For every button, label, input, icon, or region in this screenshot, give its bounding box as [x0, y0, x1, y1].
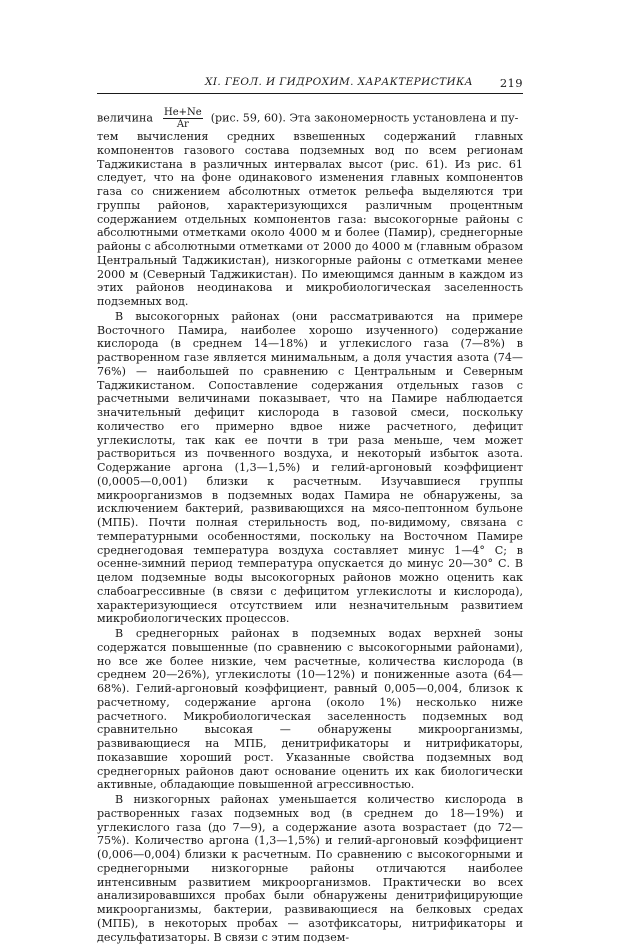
paragraph-1: тем вычисления средних взвешенных содержаний главных компонентов газового состава подземных вод по всем регионам Таджикистана в различных интервалах высот (рис. 61). Из рис. 61 следует, что на фоне одинакового изменения главных компонентов газа со снижением абсолютных отметок рельефа выделяются три группы районов, характеризующихся различным процентным содержанием отдельных компонентов газа: высокогорные районы с абсолютными отметками около 4000 м и более (Памир), среднегорные районы с абсолютными отметками от 2000 до 4000 м (главным образом Центральный Таджикистан), низкогорные районы с отметками менее 2000 м (Северный Таджикистан). По имеющимся данным в каждом из этих районов неодинакова и микробиологическая заселенность подземных вод.: [97, 130, 523, 308]
chapter-title: XI. ГЕОЛ. И ГИДРОХИМ. ХАРАКТЕРИСТИКА: [205, 76, 473, 88]
paragraph-2: В высокогорных районах (они рассматриваются на примере Восточного Памира, наиболее хорошо изученного) содержание кислорода (в среднем 14—18%) и углекислого газа (7—8%) в растворенном газе является минимальным, а доля участия азота (74—76%) — наибольшей по сравнению с Центральным и Северным Таджикистаном. Сопоставление содержания отдельных газов с расчетными величинами показывает, что на Памире наблюдается значительный дефицит кислорода в газовой смеси, поскольку количество его примерно вдвое ниже расчетного, дефицит углекислоты, так как ее почти в три раза меньше, чем может раствориться из почвенного воздуха, и некоторый избыток азота. Содержание аргона (1,3—1,5%) и гелий-аргоновый коэффициент (0,0005—0,001) близки к расчетным. Изучавшиеся группы микроорганизмов в подземных водах Памира не обнаружены, за исключением бактерий, развивающихся на мясо-пептонном бульоне (МПБ). Почти полная стерильность вод, по-видимому, связана с температурными особенностями, поскольку на Восточном Памире среднегодовая температура воздуха составляет минус 1—4° С; в осенне-зимний период температура опускается до минус 20—30° С. В целом подземные воды высокогорных районов можно оценить как слабоагрессивные (в связи с дефицитом углекислоты и кислорода), характеризующиеся отсутствием или незначительным развитием микробиологических процессов.: [97, 309, 523, 626]
paragraph-4: В низкогорных районах уменьшается количество кислорода в растворенных газах подземных вод (в среднем до 18—19%) и углекислого газа (до 7—9), а содержание азота возрастает (до 72—75%). Количество аргона (1,3—1,5%) и гелий-аргоновый коэффициент (0,006—0,004) близки к расчетным. По сравнению с высокогорными и среднегорными низкогорные районы отличаются наиболее интенсивным развитием микроорганизмов. Практически во всех анализировавшихся пробах были обнаружены денитрифицирующие микроорганизмы, бактерии, развивающиеся на белковых средах (МПБ), в некоторых пробах — азотфиксаторы, нитрификаторы и десульфатизаторы. В связи с этим подзем-: [97, 793, 523, 944]
fraction-numerator: He+Ne: [164, 107, 202, 118]
running-head: [97, 76, 523, 94]
ratio-fraction: [163, 107, 203, 130]
page-number: 219: [499, 76, 523, 90]
body-text: [97, 107, 523, 944]
fraction-denominator: Ar: [176, 119, 189, 130]
header-rule: [97, 93, 523, 94]
formula-suffix: (рис. 59, 60). Эта закономерность установлена и пу-: [210, 111, 519, 125]
formula-prefix: величина: [97, 111, 153, 125]
formula-line: [97, 107, 523, 130]
paragraph-3: В среднегорных районах в подземных водах верхней зоны содержатся повышенные (по сравнению с высокогорными районами), но все же более низкие, чем расчетные, количества кислорода (в среднем 20—26%), углекислоты (10—12%) и пониженные азота (64—68%). Гелий-аргоновый коэффициент, равный 0,005—0,004, близок к расчетному, содержание аргона (около 1%) несколько ниже расчетного. Микробиологическая заселенность подземных вод сравнительно высокая — обнаружены микроорганизмы, развивающиеся на МПБ, денитрификаторы и нитрификаторы, показавшие хороший рост. Указанные свойства подземных вод среднегорных районов дают основание оценить их как биологически активные, обладающие повышенной агрессивностью.: [97, 627, 523, 792]
